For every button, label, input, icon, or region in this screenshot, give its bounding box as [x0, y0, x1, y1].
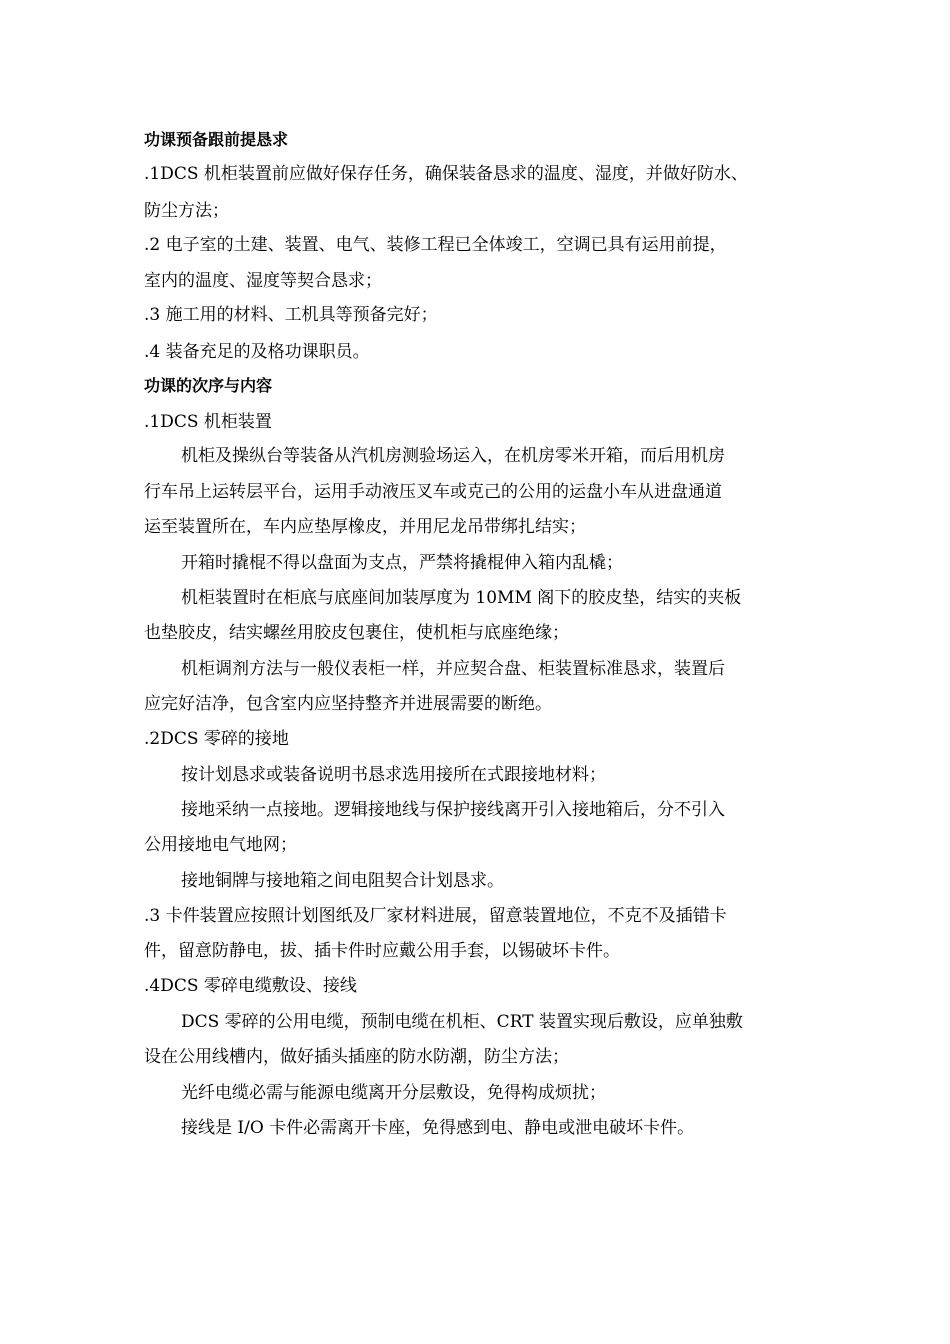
subsection-heading: .1DCS 机柜装置 — [144, 412, 272, 432]
paragraph-line: 接地采纳一点接地。逻辑接地线与保护接线离开引入接地箱后，分不引入 — [181, 800, 725, 820]
paragraph-line: .1DCS 机柜装置前应做好保存任务，确保装备恳求的温度、湿度，并做好防水、 — [144, 164, 748, 184]
section-heading-procedure: 功课的次序与内容 — [144, 376, 273, 395]
paragraph-line: 机柜装置时在柜底与底座间加装厚度为 10MM 阁下的胶皮垫，结实的夹板 — [181, 588, 742, 608]
paragraph-line: .3 卡件装置应按照计划图纸及厂家材料进展，留意装置地位，不克不及插错卡 — [144, 906, 727, 926]
subsection-heading: .4DCS 零碎电缆敷设、接线 — [144, 976, 357, 996]
subsection-heading: .2DCS 零碎的接地 — [144, 729, 289, 749]
paragraph-line: 室内的温度、湿度等契合恳求； — [144, 271, 382, 291]
paragraph-line: DCS 零碎的公用电缆，预制电缆在机柜、CRT 装置实现后敷设，应单独敷 — [181, 1012, 743, 1032]
paragraph-line: 按计划恳求或装备说明书恳求选用接所在式跟接地材料； — [181, 765, 606, 785]
paragraph-line: 防尘方法； — [144, 201, 229, 221]
paragraph-line: 接线是 I/O 卡件必需离开卡座，免得感到电、静电或泄电破坏卡件。 — [181, 1118, 695, 1138]
paragraph-line: 运至装置所在，车内应垫厚橡皮，并用尼龙吊带绑扎结实； — [144, 517, 586, 537]
paragraph-line: 光纤电缆必需与能源电缆离开分层敷设，免得构成烦扰； — [181, 1083, 606, 1103]
paragraph-line: 开箱时撬棍不得以盘面为支点，严禁将撬棍伸入箱内乱橇； — [181, 553, 623, 573]
paragraph-line: 应完好洁净，包含室内应坚持整齐并进展需要的断绝。 — [144, 694, 552, 714]
paragraph-line: 设在公用线槽内，做好插头插座的防水防潮，防尘方法； — [144, 1047, 569, 1067]
paragraph-line: 也垫胶皮，结实螺丝用胶皮包裹住，使机柜与底座绝缘； — [144, 623, 569, 643]
paragraph-line: .3 施工用的材料、工机具等预备完好； — [144, 305, 438, 325]
paragraph-line: .4 装备充足的及格功课职员。 — [144, 342, 370, 362]
paragraph-line: 公用接地电气地网； — [144, 835, 297, 855]
paragraph-line: 接地铜牌与接地箱之间电阻契合计划恳求。 — [181, 871, 504, 891]
section-heading-preparation: 功课预备跟前提恳求 — [144, 130, 289, 149]
paragraph-line: 机柜调剂方法与一般仪表柜一样，并应契合盘、柜装置标准恳求，装置后 — [181, 659, 725, 679]
paragraph-line: 件，留意防静电，拔、插卡件时应戴公用手套，以锡破坏卡件。 — [144, 941, 620, 961]
paragraph-line: 行车吊上运转层平台，运用手动液压叉车或克己的公用的运盘小车从进盘通道 — [144, 482, 722, 502]
paragraph-line: .2 电子室的土建、装置、电气、装修工程已全体竣工，空调已具有运用前提， — [144, 235, 727, 255]
paragraph-line: 机柜及操纵台等装备从汽机房测验场运入，在机房零米开箱，而后用机房 — [181, 446, 725, 466]
